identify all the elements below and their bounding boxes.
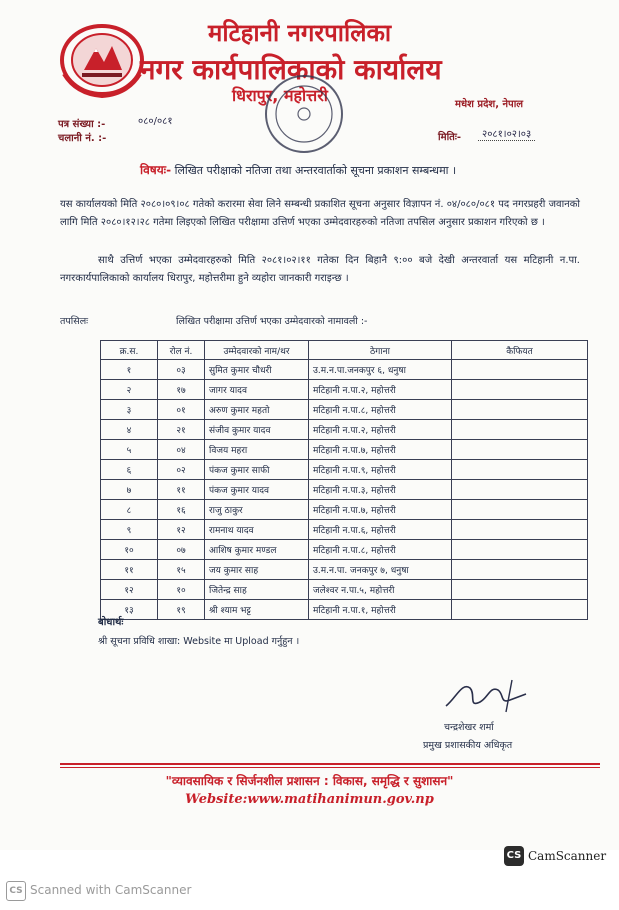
office-address: धिरापुर, महोत्तरी	[232, 86, 328, 105]
cell-roll: २१	[158, 420, 205, 440]
subject-text: लिखित परीक्षाको नतिजा तथा अन्तरवार्ताको सूचना प्रकाशन सम्बन्धमा ।	[174, 164, 457, 177]
cell-address: उ.म.न.पा.जनकपुर ६, धनुषा	[309, 360, 452, 380]
col-serial: क्र.स.	[101, 341, 158, 360]
subject-line	[140, 161, 456, 178]
office-stamp	[262, 72, 346, 156]
municipality-name: मटिहानी नगरपालिका	[208, 19, 392, 47]
table-row	[101, 400, 588, 420]
cell-remarks	[452, 560, 588, 580]
cell-name: पंकज कुमार यादव	[205, 480, 309, 500]
cell-roll: ०४	[158, 440, 205, 460]
col-roll: रोल नं.	[158, 341, 205, 360]
chalani-label: चलानी नं. :-	[58, 133, 107, 144]
table-row	[101, 360, 588, 380]
date-label: मितिः-	[438, 132, 462, 143]
cell-roll: १०	[158, 580, 205, 600]
cell-name: राजु ठाकुर	[205, 500, 309, 520]
scanned-with-label: Scanned with CamScanner	[30, 883, 192, 897]
table-row	[101, 460, 588, 480]
cell-serial: ५	[101, 440, 158, 460]
cell-name: विजय महरा	[205, 440, 309, 460]
patra-sankhya-value: ०८०/०८१	[138, 116, 173, 127]
cell-remarks	[452, 540, 588, 560]
table-row	[101, 420, 588, 440]
body-paragraph-2: साथै उत्तिर्ण भएका उम्मेदवारहरुको मिति २०८१।०२।११ गतेका दिन बिहानै ९:०० बजे देखी अन्तरवार्ता यस मटिहानी न.पा. नगरकार्यपालिकाको कार्यालय धिरापुर, महोत्तरीमा हुने व्यहोरा जानकारी गराइन्छ ।	[60, 255, 580, 284]
cell-name: पंकज कुमार साफी	[205, 460, 309, 480]
cell-serial: १२	[101, 580, 158, 600]
signature-scribble	[440, 668, 535, 718]
cell-address: उ.म.न.पा. जनकपुर ७, धनुषा	[309, 560, 452, 580]
col-name: उम्मेदवारको नाम/थर	[205, 341, 309, 360]
cell-name: अरुण कुमार महतो	[205, 400, 309, 420]
cell-serial: ९	[101, 520, 158, 540]
camscanner-label: CamScanner	[528, 849, 607, 863]
cell-roll: १६	[158, 500, 205, 520]
cell-serial: ६	[101, 460, 158, 480]
cell-serial: ७	[101, 480, 158, 500]
cell-address: मटिहानी न.पा.६, महोत्तरी	[309, 520, 452, 540]
cell-address: मटिहानी न.पा.९, महोत्तरी	[309, 460, 452, 480]
cell-remarks	[452, 580, 588, 600]
table-row	[101, 480, 588, 500]
table-row	[101, 520, 588, 540]
tapsil-title: लिखित परीक्षामा उत्तिर्ण भएका उम्मेदवारको नामावली :-	[176, 316, 368, 327]
cell-address: जलेश्वर न.पा.५, महोत्तरी	[309, 580, 452, 600]
cell-address: मटिहानी न.पा.८, महोत्तरी	[309, 540, 452, 560]
cell-remarks	[452, 460, 588, 480]
cell-remarks	[452, 420, 588, 440]
cell-serial: ११	[101, 560, 158, 580]
cell-roll: ०१	[158, 400, 205, 420]
cell-remarks	[452, 480, 588, 500]
cell-roll: ०७	[158, 540, 205, 560]
cell-name: रामनाथ यादव	[205, 520, 309, 540]
candidate-table	[100, 340, 588, 620]
cell-serial: ४	[101, 420, 158, 440]
table-row	[101, 580, 588, 600]
patra-sankhya-label: पत्र संख्या :-	[58, 119, 106, 130]
subject-label: विषयः-	[140, 163, 172, 177]
cell-address: मटिहानी न.पा.२, महोत्तरी	[309, 380, 452, 400]
cell-roll: ०३	[158, 360, 205, 380]
province-name: मधेश प्रदेश, नेपाल	[455, 99, 524, 110]
body-paragraph-1: यस कार्यालयको मिति २०८०।०९।०८ गतेको करारमा सेवा लिने सम्बन्धी प्रकाशित सूचना अनुसार विज्ञापन नं. ०४/०८०/०८१ पद नगरप्रहरी जवानको लागि मिति २०८०।१२।२८ गतेमा लिइएको लिखित परीक्षामा उत्तिर्ण भएका उम्मेदवारहरुको नतिजा तपसिल अनुसार प्रकाशन गरिएको छ ।	[60, 199, 580, 228]
cell-roll: १२	[158, 520, 205, 540]
cell-name: सुमित कुमार चौधरी	[205, 360, 309, 380]
cell-name: जय कुमार साह	[205, 560, 309, 580]
cell-serial: ८	[101, 500, 158, 520]
cell-roll: ०२	[158, 460, 205, 480]
office-name: नगर कार्यपालिकाको कार्यालय	[140, 53, 442, 86]
cell-address: मटिहानी न.पा.२, महोत्तरी	[309, 420, 452, 440]
col-address: ठेगाना	[309, 341, 452, 360]
cell-serial: १	[101, 360, 158, 380]
cell-name: आशिष कुमार मण्डल	[205, 540, 309, 560]
cell-address: मटिहानी न.पा.१, महोत्तरी	[309, 600, 452, 620]
cell-remarks	[452, 360, 588, 380]
signatory-name: चन्द्रशेखर शर्मा	[444, 722, 494, 733]
cell-serial: २	[101, 380, 158, 400]
cell-roll: ११	[158, 480, 205, 500]
col-remarks: कैफियत	[452, 341, 588, 360]
tapsil-label: तपसिलः	[60, 316, 89, 327]
footer-website: Website:www.matihanimun.gov.np	[185, 792, 434, 807]
camscanner-logo-icon: CS	[504, 846, 524, 866]
cell-address: मटिहानी न.पा.७, महोत्तरी	[309, 500, 452, 520]
table-row	[101, 560, 588, 580]
camscanner-footer-icon: CS	[6, 881, 26, 901]
cell-remarks	[452, 440, 588, 460]
cell-roll: १९	[158, 600, 205, 620]
cell-name: संजीव कुमार यादव	[205, 420, 309, 440]
table-row	[101, 600, 588, 620]
table-row	[101, 540, 588, 560]
cell-name: श्री श्याम भट्ट	[205, 600, 309, 620]
cc-text: श्री सूचना प्रविधि शाखा: Website मा Upload गर्नुहुन ।	[98, 636, 300, 647]
signatory-title: प्रमुख प्रशासकीय अधिकृत	[423, 740, 513, 751]
cell-address: मटिहानी न.पा.३, महोत्तरी	[309, 480, 452, 500]
cell-serial: १०	[101, 540, 158, 560]
nepal-emblem-icon	[56, 18, 148, 98]
cell-address: मटिहानी न.पा.८, महोत्तरी	[309, 400, 452, 420]
cell-name: जागर यादव	[205, 380, 309, 400]
table-header-row	[101, 341, 588, 360]
cell-roll: १७	[158, 380, 205, 400]
cell-serial: ३	[101, 400, 158, 420]
footer-divider-thin	[60, 767, 600, 768]
cell-remarks	[452, 380, 588, 400]
table-row	[101, 380, 588, 400]
footer-slogan: "व्यावसायिक र सिर्जनशील प्रशासन : विकास, समृद्धि र सुशासन"	[165, 774, 454, 788]
footer-divider	[60, 763, 600, 765]
table-row	[101, 440, 588, 460]
cell-remarks	[452, 400, 588, 420]
date-value: २०८१।०२।०३	[478, 126, 535, 141]
cc-label: बोधार्थः	[98, 617, 124, 628]
cell-remarks	[452, 500, 588, 520]
table-row	[101, 500, 588, 520]
cell-remarks	[452, 520, 588, 540]
cell-address: मटिहानी न.पा.७, महोत्तरी	[309, 440, 452, 460]
cell-roll: १५	[158, 560, 205, 580]
cell-serial: १३	[101, 600, 158, 620]
cell-name: जितेन्द्र साह	[205, 580, 309, 600]
cell-remarks	[452, 600, 588, 620]
